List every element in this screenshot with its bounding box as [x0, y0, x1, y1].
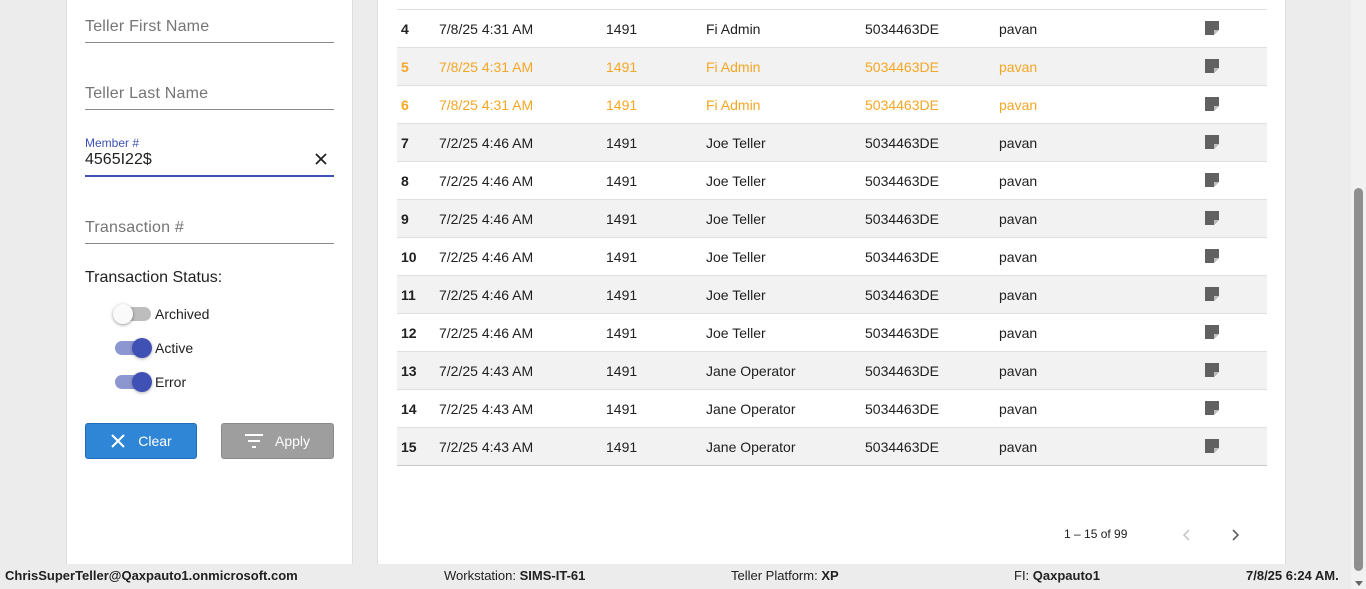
cell-id: 5034463DE — [865, 135, 939, 151]
cell-num: 10 — [401, 249, 417, 265]
transaction-status-title: Transaction Status: — [85, 269, 223, 286]
footer-fi-label: FI: — [1014, 568, 1030, 583]
apply-button[interactable] — [221, 423, 334, 459]
note-icon[interactable] — [1204, 134, 1220, 153]
toggle-label-archived: Archived — [155, 306, 210, 322]
footer-platform — [731, 568, 839, 583]
toggle-knob — [132, 372, 152, 392]
cell-workstation: 1491 — [606, 439, 638, 455]
transaction-number-input[interactable] — [85, 219, 334, 245]
toggle-active[interactable] — [115, 337, 193, 359]
cell-num: 7 — [401, 135, 409, 151]
cell-id: 5034463DE — [865, 249, 939, 265]
toggle-label-active: Active — [155, 340, 194, 356]
cell-workstation: 1491 — [606, 135, 638, 151]
cell-date: 7/8/25 4:31 AM — [439, 59, 534, 75]
close-icon[interactable] — [314, 152, 328, 166]
cell-workstation: 1491 — [606, 249, 638, 265]
cell-date: 7/2/25 4:43 AM — [439, 439, 534, 455]
paginator-range: 1 – 15 of 99 — [1064, 527, 1128, 541]
note-icon[interactable] — [1204, 248, 1220, 267]
toggle-error[interactable] — [115, 371, 186, 393]
table-row[interactable] — [397, 86, 1267, 124]
cell-date: 7/2/25 4:46 AM — [439, 249, 534, 265]
table-row[interactable] — [397, 276, 1267, 314]
cell-name: pavan — [999, 173, 1038, 189]
cell-name: pavan — [999, 249, 1038, 265]
member-number-value[interactable]: 4565I22$ — [85, 151, 152, 168]
cell-num: 14 — [401, 401, 417, 417]
teller-first-name-input[interactable] — [85, 18, 334, 44]
note-icon[interactable] — [1204, 58, 1220, 77]
cell-num: 9 — [401, 211, 409, 227]
table-row[interactable] — [397, 10, 1267, 48]
toggle-knob — [113, 304, 133, 324]
cell-num: 4 — [401, 21, 409, 37]
cell-user: Joe Teller — [706, 211, 766, 227]
page-scrollbar[interactable] — [1351, 0, 1366, 589]
cell-user: Joe Teller — [706, 135, 766, 151]
table-row[interactable] — [397, 390, 1267, 428]
cell-date: 7/2/25 4:43 AM — [439, 363, 534, 379]
cell-workstation: 1491 — [606, 211, 638, 227]
apply-button-label: Apply — [274, 433, 311, 449]
cell-name: pavan — [999, 439, 1038, 455]
toggle-knob — [132, 338, 152, 358]
cell-workstation: 1491 — [606, 21, 638, 37]
cell-workstation: 1491 — [606, 173, 638, 189]
teller-last-name-input[interactable] — [85, 85, 334, 111]
input-underline-focused — [85, 175, 334, 177]
footer-platform-label: Teller Platform: — [731, 568, 818, 583]
cell-num: 12 — [401, 325, 417, 341]
note-icon[interactable] — [1204, 210, 1220, 229]
toggle-switch-archived[interactable] — [115, 307, 151, 321]
cell-id: 5034463DE — [865, 363, 939, 379]
cell-workstation: 1491 — [606, 59, 638, 75]
cell-workstation: 1491 — [606, 401, 638, 417]
cell-user: Fi Admin — [706, 59, 761, 75]
table-row[interactable] — [397, 200, 1267, 238]
cell-num: 5 — [401, 59, 409, 75]
teller-last-name-placeholder: Teller Last Name — [85, 85, 209, 102]
footer-platform-value: XP — [821, 568, 839, 583]
cell-id: 5034463DE — [865, 97, 939, 113]
cell-name: pavan — [999, 401, 1038, 417]
transaction-number-placeholder: Transaction # — [85, 219, 184, 236]
filter-icon — [245, 434, 263, 448]
cell-name: pavan — [999, 135, 1038, 151]
footer-datetime: 7/8/25 6:24 AM. — [1246, 568, 1339, 583]
toggle-archived[interactable] — [115, 303, 209, 325]
cell-workstation: 1491 — [606, 325, 638, 341]
cell-name: pavan — [999, 97, 1038, 113]
footer-workstation — [444, 568, 585, 583]
cell-id: 5034463DE — [865, 401, 939, 417]
table-row[interactable] — [397, 124, 1267, 162]
footer-fi-value: Qaxpauto1 — [1032, 568, 1100, 583]
close-icon — [110, 433, 126, 449]
note-icon[interactable] — [1204, 438, 1220, 457]
cell-user: Jane Operator — [706, 439, 796, 455]
table-row[interactable] — [397, 162, 1267, 200]
toggle-switch-active[interactable] — [115, 341, 151, 355]
cell-id: 5034463DE — [865, 59, 939, 75]
cell-date: 7/8/25 4:31 AM — [439, 97, 534, 113]
note-icon[interactable] — [1204, 324, 1220, 343]
footer-fi — [1014, 568, 1100, 583]
cell-workstation: 1491 — [606, 97, 638, 113]
cell-name: pavan — [999, 325, 1038, 341]
cell-num: 15 — [401, 439, 417, 455]
cell-id: 5034463DE — [865, 173, 939, 189]
cell-id: 5034463DE — [865, 211, 939, 227]
cell-id: 5034463DE — [865, 21, 939, 37]
table-row[interactable] — [397, 48, 1267, 86]
teller-first-name-placeholder: Teller First Name — [85, 18, 210, 35]
cell-date: 7/8/25 4:31 AM — [439, 21, 534, 37]
table-row[interactable] — [397, 238, 1267, 276]
clear-button-label: Clear — [138, 433, 172, 449]
cell-date: 7/2/25 4:46 AM — [439, 173, 534, 189]
clear-button[interactable] — [85, 423, 197, 459]
footer-workstation-value: SIMS-IT-61 — [519, 568, 586, 583]
chevron-right-icon[interactable] — [1227, 527, 1243, 543]
cell-name: pavan — [999, 21, 1038, 37]
scroll-down-arrow[interactable] — [1355, 581, 1363, 586]
note-icon[interactable] — [1204, 96, 1220, 115]
scroll-thumb[interactable] — [1354, 188, 1363, 571]
transactions-table-card — [377, 0, 1286, 564]
toggle-label-error: Error — [155, 374, 187, 390]
cell-user: Fi Admin — [706, 21, 761, 37]
toggle-switch-error[interactable] — [115, 375, 151, 389]
table-divider — [397, 465, 1267, 466]
cell-date: 7/2/25 4:46 AM — [439, 287, 534, 303]
member-number-label: Member # — [85, 136, 140, 150]
cell-user: Joe Teller — [706, 249, 766, 265]
cell-user: Joe Teller — [706, 287, 766, 303]
cell-num: 8 — [401, 173, 409, 189]
cell-date: 7/2/25 4:46 AM — [439, 325, 534, 341]
note-icon[interactable] — [1204, 400, 1220, 419]
table-row[interactable] — [397, 352, 1267, 390]
table-row[interactable] — [397, 428, 1267, 466]
input-underline — [85, 42, 334, 43]
cell-num: 13 — [401, 363, 417, 379]
cell-workstation: 1491 — [606, 363, 638, 379]
cell-user: Joe Teller — [706, 325, 766, 341]
cell-user: Jane Operator — [706, 401, 796, 417]
member-number-input[interactable] — [85, 136, 334, 178]
cell-name: pavan — [999, 59, 1038, 75]
chevron-left-icon[interactable] — [1179, 527, 1195, 543]
cell-id: 5034463DE — [865, 287, 939, 303]
cell-id: 5034463DE — [865, 325, 939, 341]
status-footer — [0, 564, 1351, 589]
note-icon[interactable] — [1204, 172, 1220, 191]
cell-date: 7/2/25 4:46 AM — [439, 211, 534, 227]
footer-user: ChrisSuperTeller@Qaxpauto1.onmicrosoft.com — [5, 568, 298, 583]
cell-name: pavan — [999, 287, 1038, 303]
filter-panel — [66, 0, 353, 564]
cell-workstation: 1491 — [606, 287, 638, 303]
cell-name: pavan — [999, 363, 1038, 379]
cell-num: 6 — [401, 97, 409, 113]
cell-user: Joe Teller — [706, 173, 766, 189]
cell-num: 11 — [401, 287, 416, 303]
cell-id: 5034463DE — [865, 439, 939, 455]
note-icon[interactable] — [1204, 362, 1220, 381]
note-icon[interactable] — [1204, 20, 1220, 39]
cell-date: 7/2/25 4:43 AM — [439, 401, 534, 417]
note-icon[interactable] — [1204, 286, 1220, 305]
cell-user: Fi Admin — [706, 97, 761, 113]
footer-workstation-label: Workstation: — [444, 568, 517, 583]
input-underline — [85, 109, 334, 110]
cell-date: 7/2/25 4:46 AM — [439, 135, 534, 151]
cell-name: pavan — [999, 211, 1038, 227]
cell-user: Jane Operator — [706, 363, 796, 379]
table-row[interactable] — [397, 314, 1267, 352]
input-underline — [85, 243, 334, 244]
